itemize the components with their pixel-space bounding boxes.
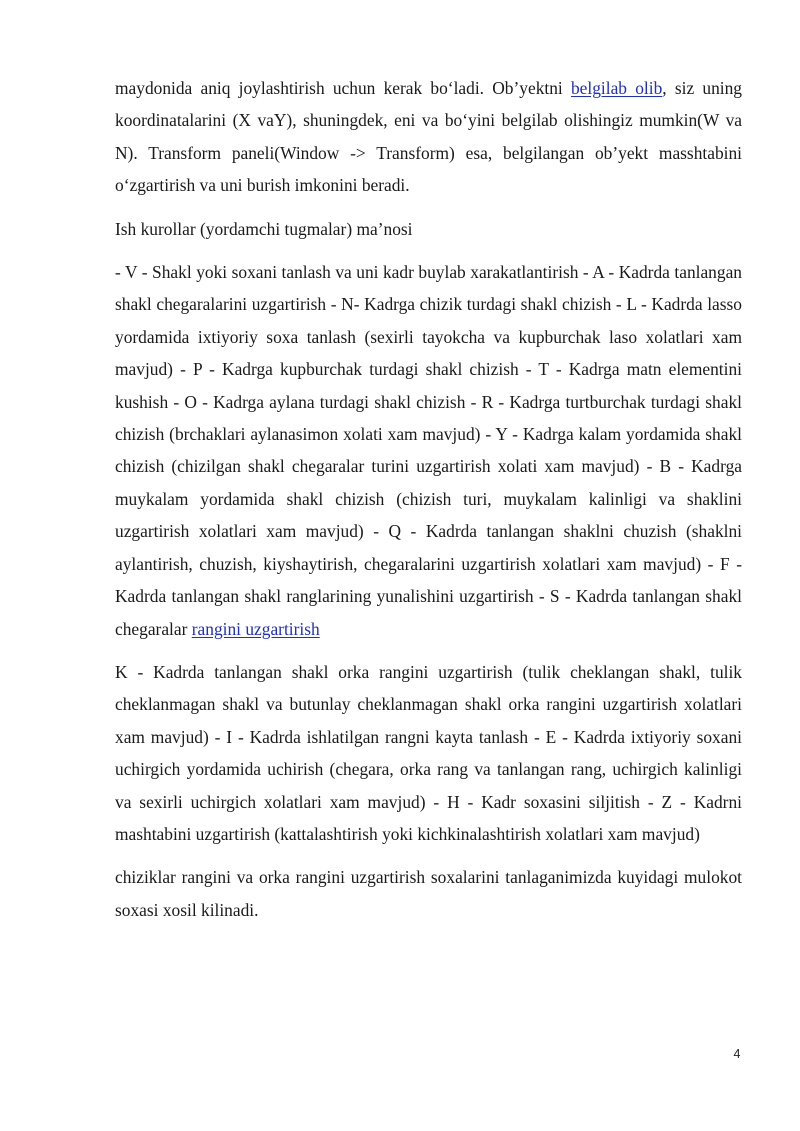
paragraph-text: maydonida aniq joylashtirish uchun kerak bo‘ladi. Ob’yektni [115, 78, 571, 98]
paragraph-transform-panel [115, 72, 742, 202]
paragraph-tool-keys-2: K - Kadrda tanlangan shakl orka rangini uzgartirish (tulik cheklangan shakl, tulik cheklanmagan shakl va butunlay cheklanmagan shakl orka rangini uzgartirish xolatlari xam mavjud) - I - Kadrda ishlatilgan rangni kayta tanlash - E - Kadrda ixtiyoriy soxani uchirgich yordamida uchirish (chegara, orka rang va tanlangan rang, uchirgich kalinligi va sexirli uchirgich xolatlari xam mavjud) - H - Kadr soxasini siljitish - Z - Kadrni mashtabini uzgartirish (kattalashtirish yoki kichkinalashtirish xolatlari xam mavjud) [115, 661, 742, 844]
page-number: 4 [733, 1047, 741, 1061]
document-body [115, 72, 742, 937]
paragraph-text: - V - Shakl yoki soxani tanlash va uni kadr buylab xarakatlantirish - A - Kadrda tanlangan shakl chegaralarini uzgartirish - N- Kadrga chizik turdagi shakl chizish - L - Kadrda lasso yordamida ixtiyoriy soxa tanlash (sexirli tayokcha va kupburchak laso xolatlari xam mavjud) - P - Kadrga kupburchak turdagi shakl chizish - T - Kadrga matn elementini kushish - O - Kadrga aylana turdagi shakl chizish - R - Kadrga turtburchak turdagi shakl chizish (brchaklari aylanasimon xolati xam mavjud) - Y - Kadrga kalam yordamida shakl chizish (chizilgan shakl chegaralar turini uzgartirish xolati xam mavjud) - B - Kadrga muykalam yordamida shakl chizish (chizish turi, muykalam kalinligi va shaklini uzgartirish xolatlari xam mavjud) - Q - Kadrda tanlangan shaklni chuzish (shaklni aylantirish, chuzish, kiyshaytirish, chegaralarini uzgartirish xolatlari xam mavjud) - F - Kadrda tanlangan shakl ranglarining yunalishini uzgartirish - S - Kadrda tanlangan shakl chegaralar [115, 262, 742, 639]
link-rangini-uzgartirish[interactable]: rangini uzgartirish [191, 618, 320, 639]
link-belgilab-olib[interactable]: belgilab olib [570, 78, 663, 98]
section-heading-tools: Ish kurollar (yordamchi tugmalar) ma’nosi [115, 218, 413, 239]
paragraph-dialog-note: chiziklar rangini va orka rangini uzgartirish soxalarini tanlaganimizda kuyidagi mulokot soxasi xosil kilinadi. [115, 867, 742, 920]
paragraph-tool-keys-1 [115, 256, 742, 645]
paragraph-text: , siz uning koordinatalarini (X vaY), shuningdek, eni va bo‘yini belgilab olishingiz mumkin(W va N). Transform paneli(Window -> Transform) esa, belgilangan ob’yekt masshtabini o‘zgartirish va uni burish imkonini beradi. [115, 78, 742, 196]
